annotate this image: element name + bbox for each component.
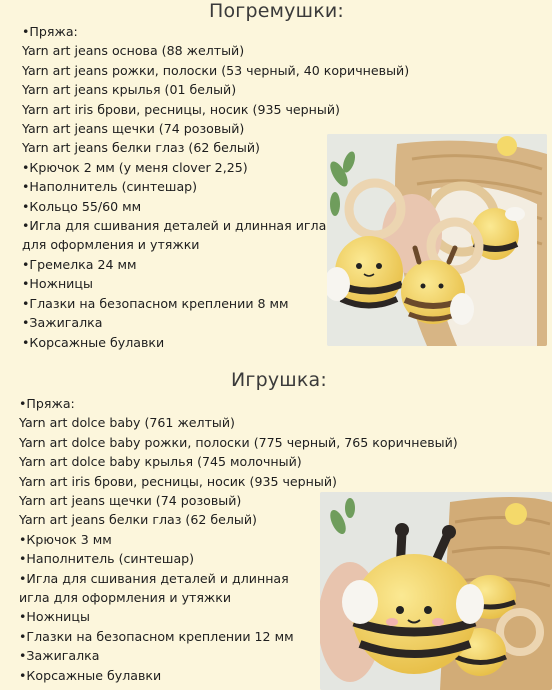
rattles-list-item: •Гремелка 24 мм — [22, 256, 137, 272]
toy-list-item: •Игла для сшивания деталей и длинная — [19, 570, 289, 586]
rattles-list-item: •Ножницы — [22, 276, 93, 292]
toy-list-item: •Крючок 3 мм — [19, 531, 112, 547]
rattles-list-item: Yarn art jeans основа (88 желтый) — [22, 43, 245, 59]
toy-bee-illustration — [320, 492, 552, 690]
toy-list-item: игла для оформления и утяжки — [19, 590, 232, 606]
toy-list-item: •Наполнитель (синтешар) — [19, 551, 195, 567]
rattles-list-item: •Кольцо 55/60 мм — [22, 198, 142, 214]
rattles-list-item: •Наполнитель (синтешар) — [22, 179, 198, 195]
rattles-list-item: для оформления и утяжки — [22, 237, 200, 253]
rattles-list-item: •Игла для сшивания деталей и длинная игла — [22, 218, 327, 234]
rattles-list-item: •Зажигалка — [22, 315, 103, 331]
rattles-photo — [327, 134, 547, 346]
toy-list-item: Yarn art dolce baby (761 желтый) — [19, 415, 235, 431]
rattles-list-item: Yarn art jeans белки глаз (62 белый) — [22, 140, 260, 156]
toy-list-item: Yarn art iris брови, ресницы, носик (935 черный) — [19, 473, 337, 489]
toy-photo — [320, 492, 552, 690]
rattles-list-item: •Пряжа: — [22, 24, 78, 39]
toy-list-item: Yarn art dolce baby крылья (745 молочный) — [19, 454, 302, 470]
rattles-bee-illustration — [327, 134, 547, 346]
rattles-list-item: •Корсажные булавки — [22, 334, 165, 350]
rattles-list-item: Yarn art iris брови, ресницы, носик (935 черный) — [22, 101, 340, 117]
toy-title: Игрушка: — [231, 369, 328, 391]
rattles-list-item: Yarn art jeans крылья (01 белый) — [22, 82, 237, 98]
toy-list-item: •Корсажные булавки — [19, 667, 162, 683]
rattles-list-item: Yarn art jeans щечки (74 розовый) — [22, 121, 245, 137]
toy-list-item: Yarn art jeans щечки (74 розовый) — [19, 493, 242, 509]
toy-list-item: Yarn art dolce baby рожки, полоски (775 черный, 765 коричневый) — [19, 434, 458, 450]
rattles-list-item: •Крючок 2 мм (у меня clover 2,25) — [22, 159, 248, 175]
toy-list-item: •Ножницы — [19, 609, 90, 625]
rattles-list-item: Yarn art jeans рожки, полоски (53 черный, 40 коричневый) — [22, 62, 410, 78]
toy-list-item: •Глазки на безопасном креплении 12 мм — [19, 628, 294, 644]
toy-list-item: •Пряжа: — [19, 396, 75, 411]
rattles-title: Погремушки: — [209, 0, 345, 22]
toy-list-item: •Зажигалка — [19, 648, 100, 664]
toy-list-item: Yarn art jeans белки глаз (62 белый) — [19, 512, 257, 528]
rattles-list-item: •Глазки на безопасном креплении 8 мм — [22, 295, 289, 311]
